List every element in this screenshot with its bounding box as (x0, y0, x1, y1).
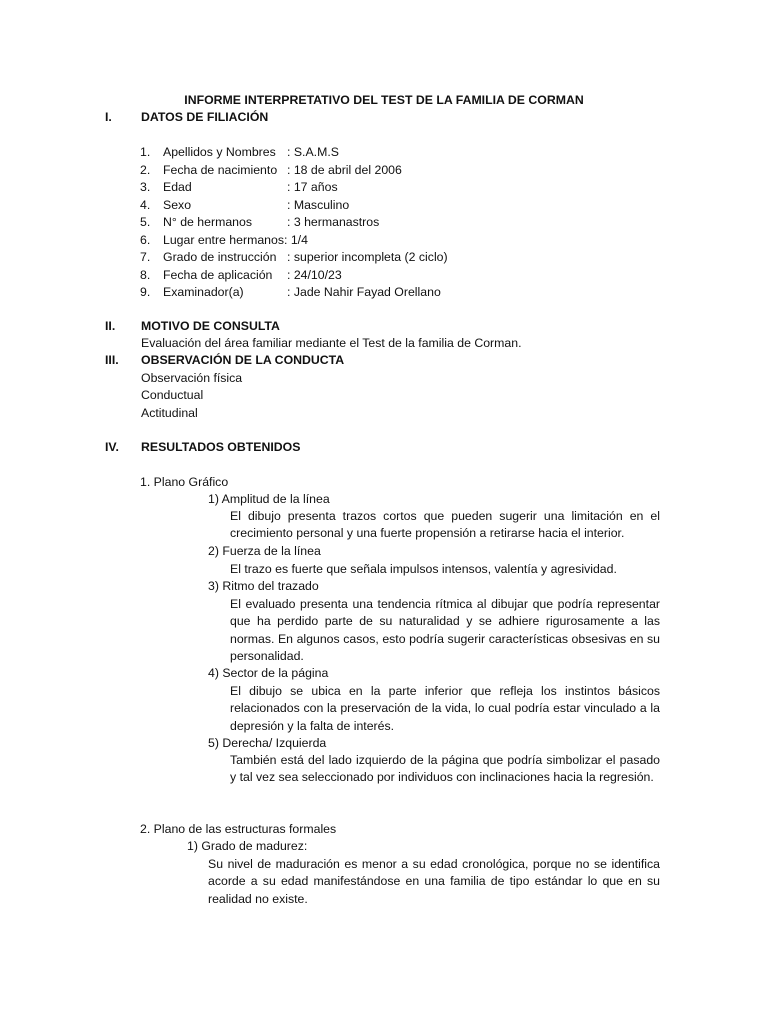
item-number: 4. (140, 197, 151, 212)
item-value: : 17 años (287, 180, 338, 194)
section-title: OBSERVACIÓN DE LA CONDUCTA (141, 353, 345, 367)
item-heading: 1) Grado de madurez: (187, 839, 308, 853)
item-paragraph: El dibujo presenta trazos cortos que pueden sugerir una limitación en el crecimiento personal y una fuerte propensión a retirarse hacia el interior. (230, 509, 660, 541)
item-heading: 1) Amplitud de la línea (208, 492, 330, 506)
item-paragraph: El trazo es fuerte que señala impulsos intensos, valentía y agresividad. (230, 562, 617, 576)
list-item (140, 162, 402, 179)
subsection-plano-estructuras: 2. Plano de las estructuras formales (140, 822, 337, 836)
item-value: : 3 hermanastros (287, 215, 380, 229)
item-key: Edad (163, 180, 192, 194)
list-item (140, 232, 308, 249)
item-paragraph: El dibujo se ubica en la parte inferior que refleja los instintos básicos relacionados con la preservación de la vida, lo cual podría estar vinculado a la depresión y la falta de interés. (230, 684, 660, 733)
item-key: Fecha de nacimiento (163, 162, 278, 177)
subsection-plano-grafico: 1. Plano Gráfico (140, 475, 229, 489)
item-value: : Masculino (287, 197, 350, 212)
section-number: III. (105, 353, 119, 367)
observacion-item: Actitudinal (141, 406, 198, 420)
item-paragraph: También está del lado izquierdo de la página que podría simbolizar el pasado y tal vez sea seleccionado por individuos con inclinaciones hacia la regresión. (230, 753, 660, 785)
list-item (140, 267, 342, 284)
section-number: I. (105, 110, 112, 124)
section-number: II. (105, 319, 116, 333)
item-number: 9. (140, 285, 151, 299)
item-number: 2. (140, 162, 151, 177)
item-key: Sexo (163, 197, 192, 212)
item-paragraph: El evaluado presenta una tendencia rítmica al dibujar que podría representar que ha perdido parte de su naturalidad y se adhiere rigurosamente a las normas. En algunos casos, esto podría sugerir características obsesivas en su personalidad. (230, 597, 660, 664)
item-value: : 24/10/23 (287, 267, 342, 282)
item-key: N° de hermanos (163, 215, 252, 229)
observacion-item: Conductual (141, 388, 204, 402)
item-heading: 2) Fuerza de la línea (208, 544, 321, 558)
list-item (140, 179, 338, 196)
item-paragraph: Su nivel de maduración es menor a su edad cronológica, porque no se identifica acorde a su edad manifestándose en una familia de tipo estándar lo que en su realidad no existe. (208, 857, 660, 906)
section-title: DATOS DE FILIACIÓN (141, 110, 269, 124)
list-item (140, 197, 349, 214)
item-number: 8. (140, 267, 151, 282)
list-item (140, 214, 379, 231)
item-value: : 18 de abril del 2006 (287, 162, 402, 177)
section-number: IV. (105, 440, 119, 454)
item-key: Apellidos y Nombres (163, 145, 276, 159)
item-heading: 5) Derecha/ Izquierda (208, 736, 327, 750)
section-title: MOTIVO DE CONSULTA (141, 319, 280, 333)
observacion-item: Observación física (141, 371, 243, 385)
item-number: 7. (140, 250, 151, 264)
item-value: : Jade Nahir Fayad Orellano (287, 285, 441, 299)
item-key: Examinador(a) (163, 285, 244, 299)
section-title: RESULTADOS OBTENIDOS (141, 440, 301, 454)
item-key: Grado de instrucción (163, 250, 277, 264)
item-key: Fecha de aplicación (163, 267, 273, 282)
item-number: 5. (140, 215, 151, 229)
list-item (140, 249, 448, 266)
list-item (140, 144, 339, 161)
item-value: : S.A.M.S (287, 145, 339, 159)
item-number: 6. (140, 232, 151, 247)
item-number: 1. (140, 145, 151, 159)
item-number: 3. (140, 180, 151, 194)
list-item (140, 284, 441, 301)
item-heading: 3) Ritmo del trazado (208, 579, 319, 593)
item-heading: 4) Sector de la página (208, 666, 329, 680)
item-key: Lugar entre hermanos: 1/4 (163, 232, 308, 247)
item-value: : superior incompleta (2 ciclo) (287, 250, 448, 264)
motivo-text: Evaluación del área familiar mediante el Test de la familia de Corman. (141, 336, 522, 350)
report-title: INFORME INTERPRETATIVO DEL TEST DE LA FAMILIA DE CORMAN (184, 93, 584, 107)
